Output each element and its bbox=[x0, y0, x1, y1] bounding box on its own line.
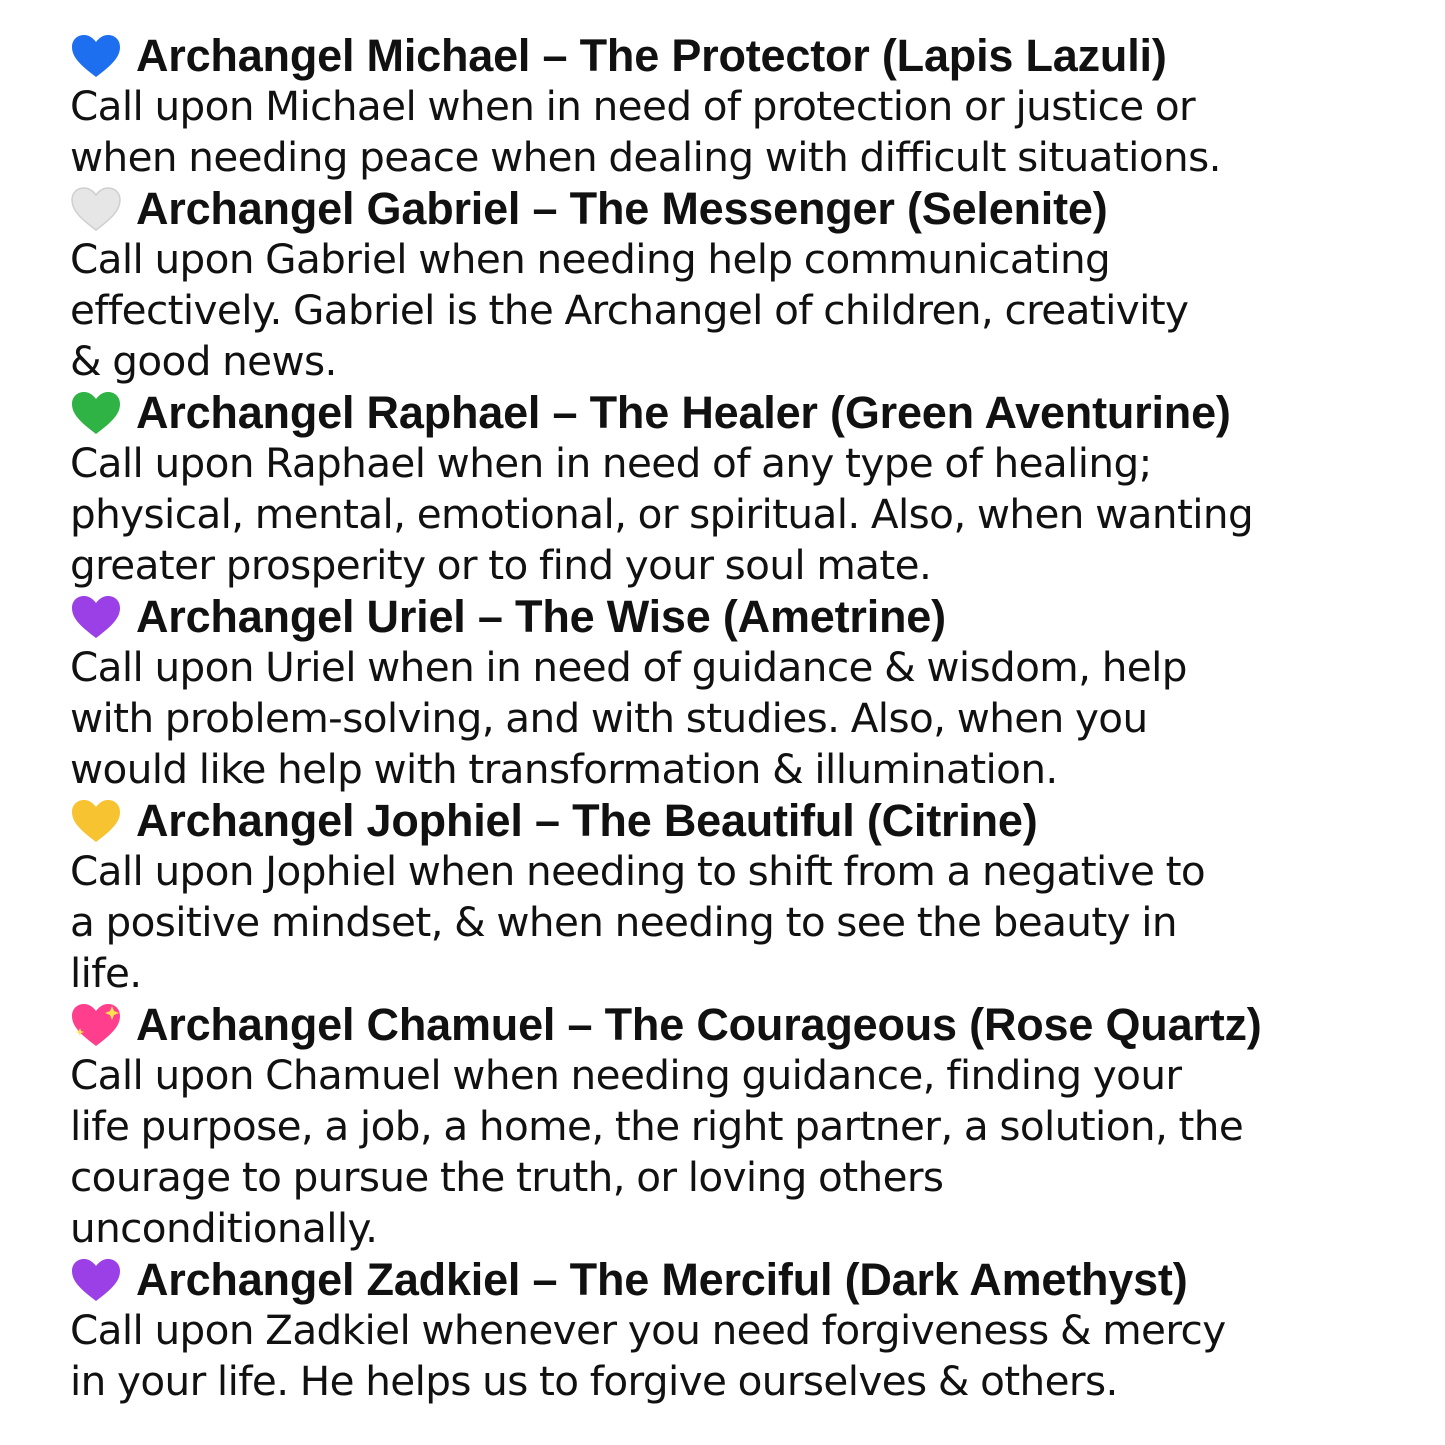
description-line: Call upon Uriel when in need of guidance & wisdom, help bbox=[70, 643, 1187, 691]
entry-heading bbox=[70, 999, 1410, 1050]
entry-gabriel bbox=[70, 183, 1410, 387]
entry-description bbox=[70, 438, 1410, 591]
heading-text: Archangel Gabriel – The Messenger (Selenite) bbox=[136, 183, 1108, 234]
purple-heart-icon bbox=[70, 594, 122, 640]
heading-text: Archangel Zadkiel – The Merciful (Dark Amethyst) bbox=[136, 1254, 1188, 1305]
description-line: a positive mindset, & when needing to see the beauty in bbox=[70, 898, 1177, 946]
description-line: effectively. Gabriel is the Archangel of children, creativity bbox=[70, 286, 1189, 334]
description-line: greater prosperity or to find your soul mate. bbox=[70, 541, 932, 589]
description-line: Call upon Jophiel when needing to shift from a negative to bbox=[70, 847, 1206, 895]
description-line: courage to pursue the truth, or loving others bbox=[70, 1153, 944, 1201]
entry-description bbox=[70, 1050, 1410, 1254]
entry-heading bbox=[70, 387, 1410, 438]
description-line: Call upon Michael when in need of protection or justice or bbox=[70, 82, 1196, 130]
entry-heading bbox=[70, 1254, 1410, 1305]
description-line: & good news. bbox=[70, 337, 337, 385]
description-line: Call upon Zadkiel whenever you need forgiveness & mercy bbox=[70, 1306, 1226, 1354]
entry-heading bbox=[70, 795, 1410, 846]
description-line: Call upon Raphael when in need of any type of healing; bbox=[70, 439, 1152, 487]
entry-heading bbox=[70, 30, 1410, 81]
purple-heart-icon bbox=[70, 1257, 122, 1303]
heading-text: Archangel Raphael – The Healer (Green Aventurine) bbox=[136, 387, 1231, 438]
heading-text: Archangel Jophiel – The Beautiful (Citrine) bbox=[136, 795, 1038, 846]
entry-chamuel bbox=[70, 999, 1410, 1254]
entry-michael bbox=[70, 30, 1410, 183]
green-heart-icon bbox=[70, 390, 122, 436]
entry-description bbox=[70, 81, 1410, 183]
heading-text: Archangel Chamuel – The Courageous (Rose Quartz) bbox=[136, 999, 1262, 1050]
entry-description bbox=[70, 846, 1410, 999]
blue-heart-icon bbox=[70, 33, 122, 79]
entry-uriel bbox=[70, 591, 1410, 795]
entry-heading bbox=[70, 591, 1410, 642]
description-line: life. bbox=[70, 949, 142, 997]
white-heart-icon bbox=[70, 186, 122, 232]
description-line: Call upon Chamuel when needing guidance, finding your bbox=[70, 1051, 1182, 1099]
description-line: unconditionally. bbox=[70, 1204, 378, 1252]
description-line: life purpose, a job, a home, the right partner, a solution, the bbox=[70, 1102, 1244, 1150]
entry-description bbox=[70, 642, 1410, 795]
entry-description bbox=[70, 234, 1410, 387]
entry-heading bbox=[70, 183, 1410, 234]
entry-raphael bbox=[70, 387, 1410, 591]
description-line: in your life. He helps us to forgive ourselves & others. bbox=[70, 1357, 1118, 1405]
description-line: physical, mental, emotional, or spiritual. Also, when wanting bbox=[70, 490, 1254, 538]
entry-description bbox=[70, 1305, 1410, 1407]
description-line: Call upon Gabriel when needing help communicating bbox=[70, 235, 1111, 283]
sparkling-heart-icon bbox=[70, 1002, 122, 1048]
entry-jophiel bbox=[70, 795, 1410, 999]
archangel-document bbox=[70, 30, 1410, 1407]
description-line: when needing peace when dealing with difficult situations. bbox=[70, 133, 1221, 181]
heading-text: Archangel Uriel – The Wise (Ametrine) bbox=[136, 591, 946, 642]
description-line: would like help with transformation & illumination. bbox=[70, 745, 1058, 793]
description-line: with problem-solving, and with studies. Also, when you bbox=[70, 694, 1148, 742]
heading-text: Archangel Michael – The Protector (Lapis Lazuli) bbox=[136, 30, 1167, 81]
entry-zadkiel bbox=[70, 1254, 1410, 1407]
yellow-heart-icon bbox=[70, 798, 122, 844]
